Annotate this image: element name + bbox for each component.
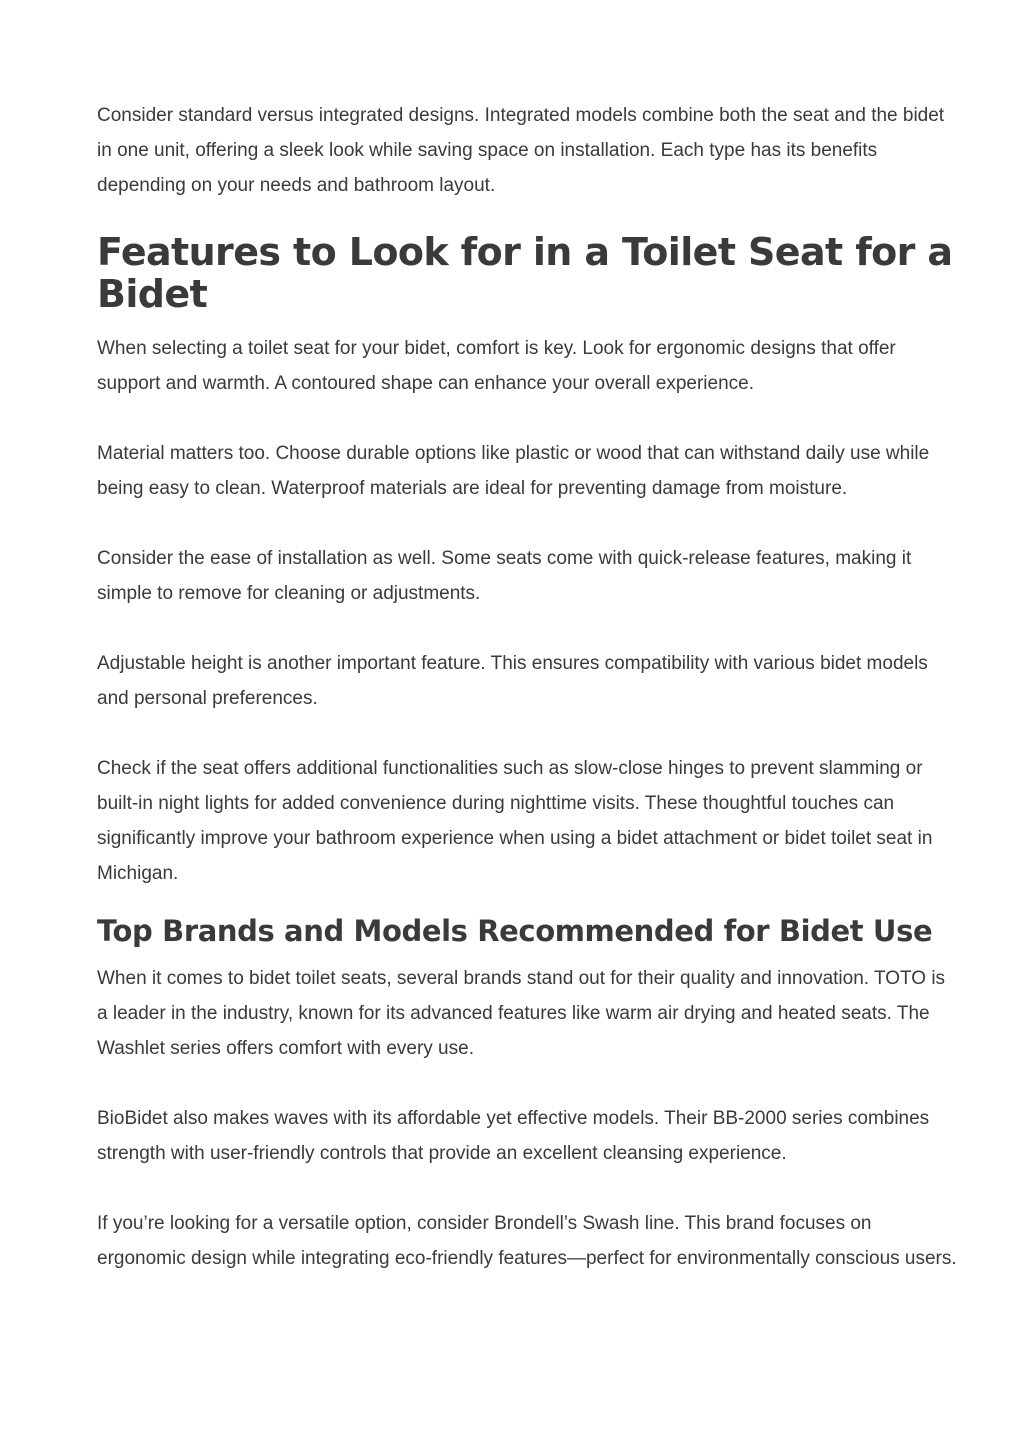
features-paragraph-3: Consider the ease of installation as well. Some seats come with quick-release features, making it simple to remove for cleaning or adjustments.	[97, 548, 912, 604]
article-body	[97, 98, 959, 1276]
brands-heading: Top Brands and Models Recommended for Bidet Use	[97, 914, 933, 948]
intro-paragraph: Consider standard versus integrated designs. Integrated models combine both the seat and the bidet in one unit, offering a sleek look while saving space on installation. Each type has its benefits depending on your needs and bathroom layout.	[97, 105, 945, 196]
features-paragraph-5: Check if the seat offers additional functionalities such as slow-close hinges to prevent slamming or built-in night lights for added convenience during nighttime visits. These thoughtful touches can significantly improve your bathroom experience when using a bidet attachment or bidet toilet seat in Michigan.	[97, 758, 933, 884]
brands-paragraph-2: BioBidet also makes waves with its affordable yet effective models. Their BB-2000 series combines strength with user-friendly controls that provide an excellent cleansing experience.	[97, 1108, 930, 1164]
features-paragraph-2: Material matters too. Choose durable options like plastic or wood that can withstand daily use while being easy to clean. Waterproof materials are ideal for preventing damage from moisture.	[97, 443, 930, 499]
features-paragraph-4: Adjustable height is another important feature. This ensures compatibility with various bidet models and personal preferences.	[97, 653, 928, 709]
features-heading: Features to Look for in a Toilet Seat for a Bidet	[97, 230, 953, 316]
features-paragraph-1: When selecting a toilet seat for your bidet, comfort is key. Look for ergonomic designs that offer support and warmth. A contoured shape can enhance your overall experience.	[97, 338, 896, 394]
brands-paragraph-1: When it comes to bidet toilet seats, several brands stand out for their quality and innovation. TOTO is a leader in the industry, known for its advanced features like warm air drying and heated seats. The Washlet series offers comfort with every use.	[97, 968, 946, 1059]
brands-paragraph-3: If you’re looking for a versatile option, consider Brondell’s Swash line. This brand focuses on ergonomic design while integrating eco-friendly features—perfect for environmentally conscious users.	[97, 1213, 957, 1269]
